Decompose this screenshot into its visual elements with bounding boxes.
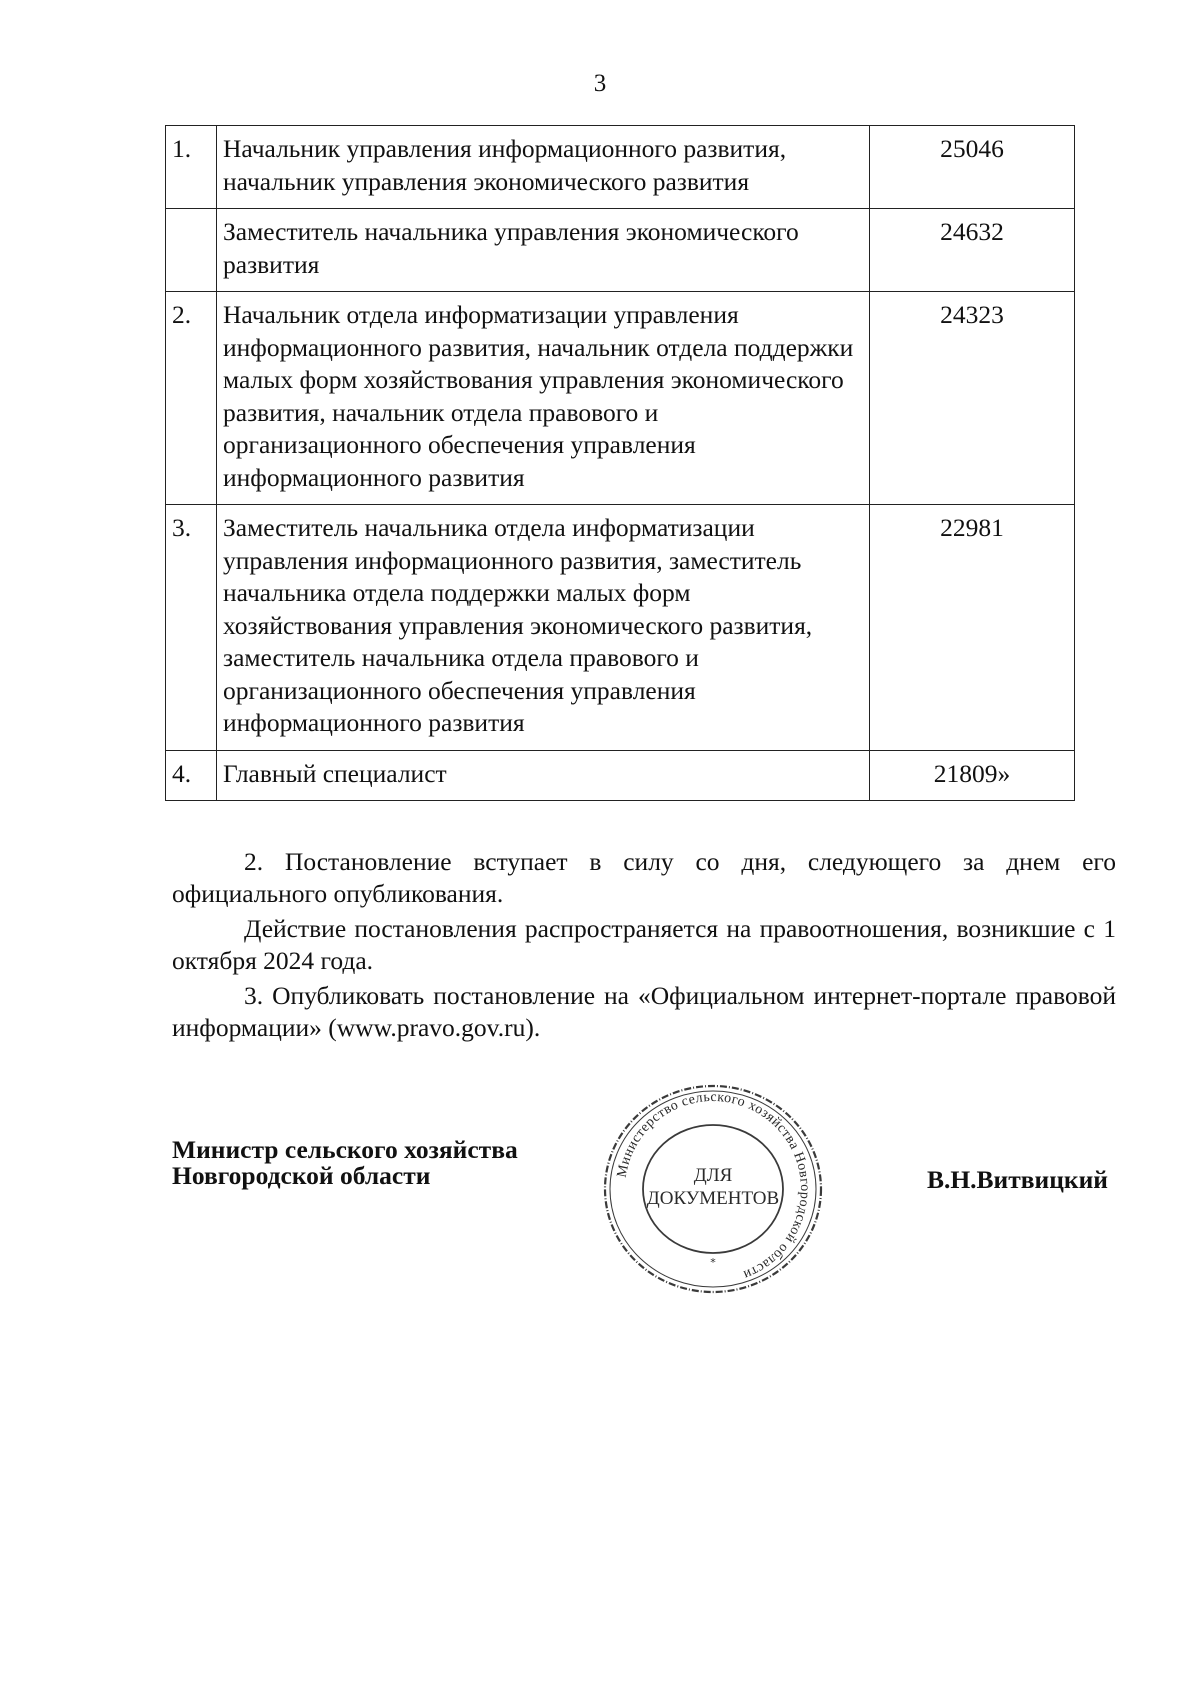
row-number: 1. [166, 126, 217, 209]
salary-value: 22981 [870, 505, 1075, 751]
seal-star-icon: * [710, 1256, 716, 1269]
table-row [166, 750, 1075, 801]
position-title: Начальник управления информационного развития, начальник управления экономического развития [217, 126, 870, 209]
row-number [166, 209, 217, 292]
official-seal [593, 1078, 833, 1300]
position-title: Начальник отдела информатизации управления информационного развития, начальник отдела поддержки малых форм хозяйствования управления экономического развития, начальник отдела правового и организационного обеспечения управления информационного развития [217, 292, 870, 505]
page-number: 3 [593, 70, 607, 97]
seal-stamp-graphic [593, 1078, 833, 1300]
seal-center-text-2: ДОКУМЕНТОВ [646, 1188, 780, 1209]
row-number: 4. [166, 750, 217, 801]
signatory-title-line1: Министр сельского хозяйства [172, 1135, 518, 1164]
salary-value: 21809» [870, 750, 1075, 801]
paragraph-publication: 3. Опубликовать постановление на «Официальном интернет-портале правовой информации» (www.pravo.gov.ru). [172, 981, 1116, 1042]
table-row [166, 126, 1075, 209]
position-title: Главный специалист [217, 750, 870, 801]
seal-ring-text: Министерство сельского хозяйства Новгородской области [614, 1089, 813, 1283]
body-text [172, 846, 1116, 1044]
signatory-title [172, 1137, 518, 1189]
signatory-title-line2: Новгородской области [172, 1161, 431, 1190]
salary-value: 24323 [870, 292, 1075, 505]
salary-table [165, 125, 1075, 801]
table-row [166, 505, 1075, 751]
position-title: Заместитель начальника управления экономического развития [217, 209, 870, 292]
signer-name: В.Н.Витвицкий [926, 1165, 1108, 1194]
seal-center-text-1: ДЛЯ [693, 1165, 733, 1186]
table-row [166, 292, 1075, 505]
paragraph-effective-date: 2. Постановление вступает в силу со дня, следующего за днем его официального опубликования. [172, 847, 1116, 908]
salary-value: 25046 [870, 126, 1075, 209]
salary-value: 24632 [870, 209, 1075, 292]
position-title: Заместитель начальника отдела информатизации управления информационного развития, заместитель начальника отдела поддержки малых форм хозяйствования управления экономического развития, заместитель начальника отдела правового и организационного обеспечения управления информационного развития [217, 505, 870, 751]
paragraph-retroactive: Действие постановления распространяется на правоотношения, возникшие с 1 октября 2024 года. [172, 914, 1116, 975]
row-number: 3. [166, 505, 217, 751]
row-number: 2. [166, 292, 217, 505]
table-row [166, 209, 1075, 292]
